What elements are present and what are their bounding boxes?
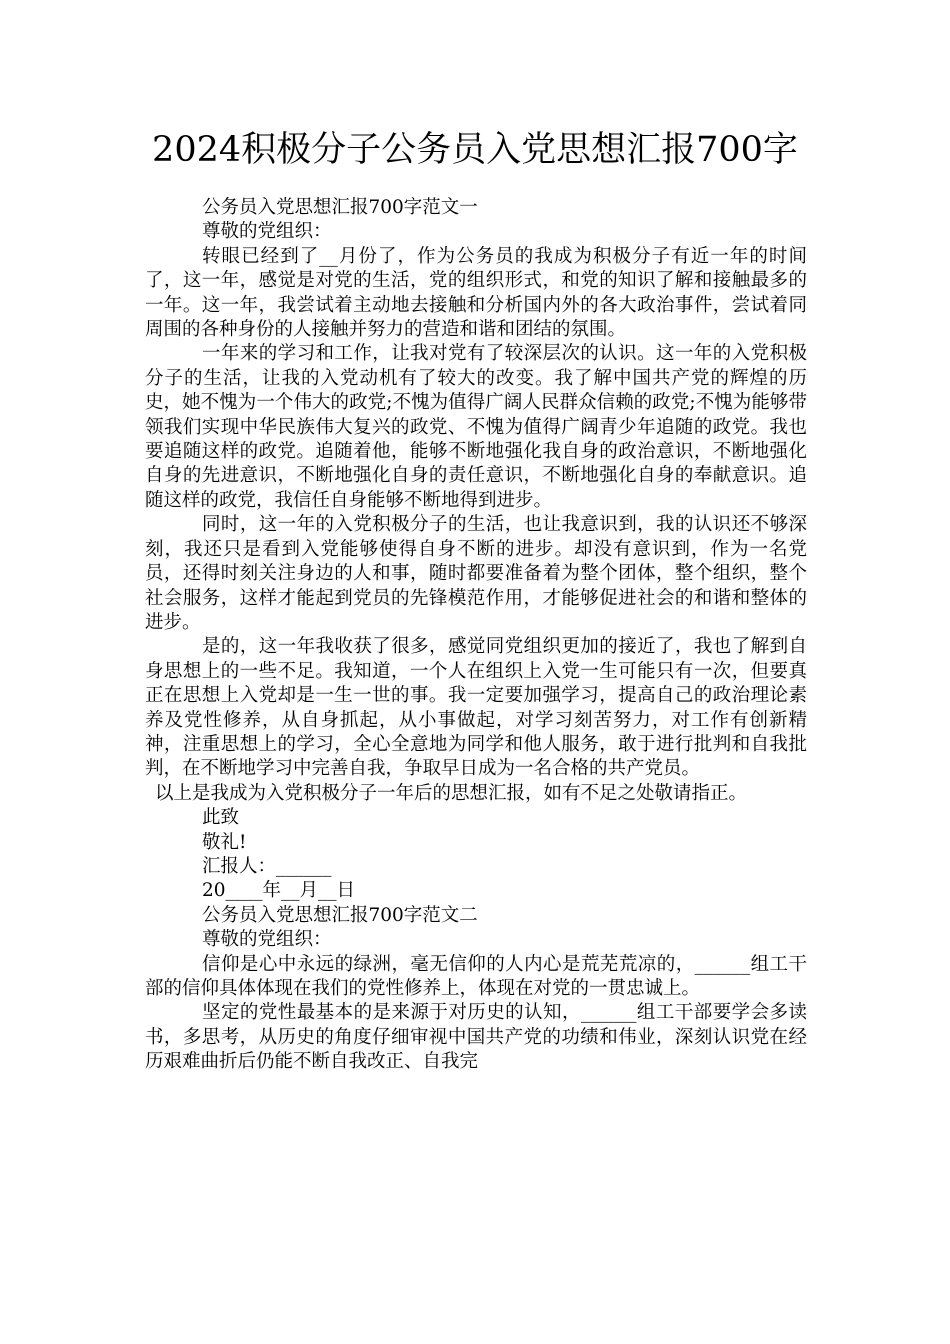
paragraph: 转眼已经到了__月份了，作为公务员的我成为积极分子有近一年的时间了，这一年，感觉是对党的生活，党的组织形式，和党的知识了解和接触最多的一年。这一年，我尝试着主动地去接触和分析国内外的各大政治事件，尝试着同周围的各种身份的人接触并努力的营造和谐和团结的氛围。 [145, 245, 807, 341]
paragraph: 20____年__月__日 [202, 880, 356, 902]
paragraph: 尊敬的党组织： [202, 929, 332, 951]
document-body [145, 196, 807, 1075]
paragraph: 以上是我成为入党积极分子一年后的思想汇报，如有不足之处敬请指正。 [155, 782, 748, 804]
paragraph: 一年来的学习和工作，让我对党有了较深层次的认识。这一年的入党积极分子的生活，让我的入党动机有了较大的改变。我了解中国共产党的辉煌的历史，她不愧为一个伟大的政党;不愧为值得广阔人民群众信赖的政党;不愧为能够带领我们实现中华民族伟大复兴的政党、不愧为值得广阔青少年追随的政党。我也要追随这样的政党。追随着他，能够不断地强化我自身的政治意识，不断地强化自身的先进意识，不断地强化自身的责任意识，不断地强化自身的奉献意识。追随这样的政党，我信任自身能够不断地得到进步。 [145, 343, 807, 511]
document-title: 2024积极分子公务员入党思想汇报700字 [152, 130, 798, 170]
paragraph: 同时，这一年的入党积极分子的生活，也让我意识到，我的认识还不够深刻，我还只是看到入党能够使得自身不断的进步。却没有意识到，作为一名党员，还得时刻关注身边的人和事，随时都要准备着为整个团体，整个组织，整个社会服务，这样才能起到党员的先锋模范作用，才能够促进社会的和谐和整体的进步。 [145, 514, 807, 633]
paragraph: 此致 [202, 807, 240, 829]
paragraph: 是的，这一年我收获了很多，感觉同党组织更加的接近了，我也了解到自身思想上的一些不足。我知道，一个人在组织上入党一生可能只有一次，但要真正在思想上入党却是一生一世的事。我一定要加强学习，提高自己的政治理论素养及党性修养，从自身抓起，从小事做起，对学习刻苦努力，对工作有创新精神，注重思想上的学习，全心全意地为同学和他人服务，敢于进行批判和自我批判，在不断地学习中完善自我，争取早日成为一名合格的共产党员。 [145, 636, 807, 780]
paragraph: 坚定的党性最基本的是来源于对历史的认知，______组工干部要学会多读书，多思考，从历史的角度仔细审视中国共产党的功绩和伟业，深刻认识党在经历艰难曲折后仍能不断自我改正、自我完 [145, 1002, 807, 1073]
paragraph: 公务员入党思想汇报700字范文二 [202, 904, 478, 926]
paragraph: 汇报人：______ [202, 855, 332, 877]
paragraph: 公务员入党思想汇报700字范文一 [202, 197, 478, 218]
paragraph: 敬礼! [202, 831, 247, 853]
paragraph: 信仰是心中永远的绿洲，毫无信仰的人内心是荒芜荒凉的，______组工干部的信仰具体体现在我们的党性修养上，体现在对党的一贯忠诚上。 [145, 953, 807, 999]
paragraph: 尊敬的党组织： [202, 221, 332, 243]
